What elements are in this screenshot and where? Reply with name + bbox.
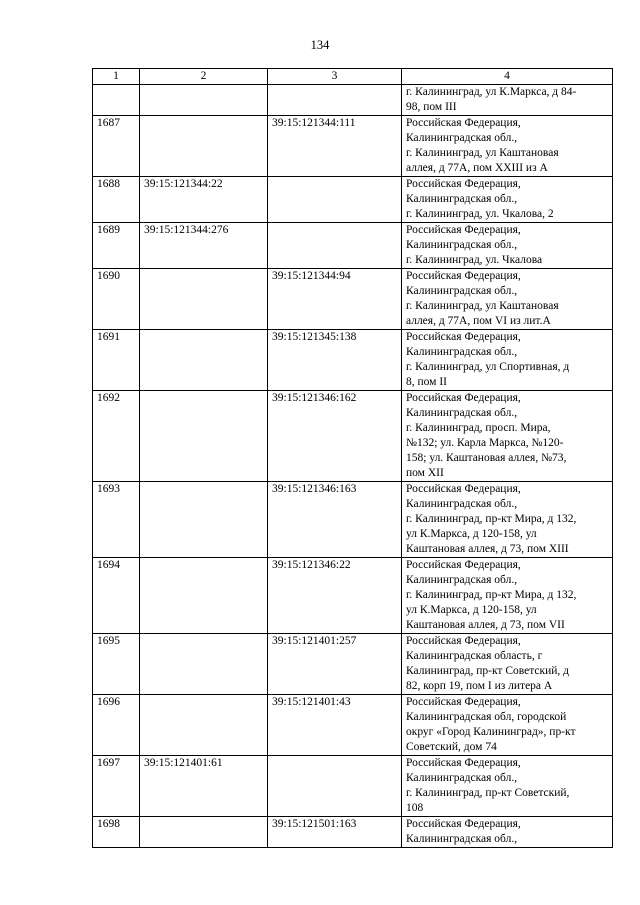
table-row: [93, 482, 613, 558]
parcel-number-cell: 39:15:121344:276: [140, 223, 268, 269]
parcel-number-cell: [140, 558, 268, 634]
row-number-cell: 1693: [93, 482, 140, 558]
row-number-cell: [93, 85, 140, 116]
address-cell: Российская Федерация, Калининградская обл., г. Калининград, ул Каштановая аллея, д 77А, пом VI из лит.А: [402, 269, 613, 330]
building-number-cell: 39:15:121401:43: [268, 695, 402, 756]
parcel-number-cell: [140, 817, 268, 848]
address-cell: Российская Федерация, Калининградская обл., г. Калининград, пр-кт Мира, д 132, ул К.Маркса, д 120-158, ул Каштановая аллея, д 73, пом XIII: [402, 482, 613, 558]
address-cell: г. Калининград, ул К.Маркса, д 84- 98, пом III: [402, 85, 613, 116]
address-cell: Российская Федерация, Калининградская обл., г. Калининград, пр-кт Советский, 108: [402, 756, 613, 817]
table-row: [93, 330, 613, 391]
building-number-cell: 39:15:121346:162: [268, 391, 402, 482]
parcel-number-cell: [140, 695, 268, 756]
parcel-number-cell: 39:15:121344:22: [140, 177, 268, 223]
parcel-number-cell: [140, 330, 268, 391]
parcel-number-cell: [140, 85, 268, 116]
address-cell: Российская Федерация, Калининградская обл., г. Калининград, ул Каштановая аллея, д 77А, пом XXIII из А: [402, 116, 613, 177]
page-number: 134: [310, 38, 330, 52]
registry-table: [92, 68, 613, 848]
building-number-cell: [268, 223, 402, 269]
table-row: [93, 223, 613, 269]
parcel-number-cell: 39:15:121401:61: [140, 756, 268, 817]
parcel-number-cell: [140, 391, 268, 482]
address-cell: Российская Федерация, Калининградская обл., г. Калининград, ул Спортивная, д 8, пом II: [402, 330, 613, 391]
column-header-1: 1: [93, 69, 140, 85]
address-cell: Российская Федерация, Калининградская обл.,: [402, 817, 613, 848]
table-row: [93, 116, 613, 177]
address-cell: Российская Федерация, Калининградская обл., г. Калининград, просп. Мира, №132; ул. Карла Маркса, №120- 158; ул. Каштановая аллея, №73, пом XII: [402, 391, 613, 482]
parcel-number-cell: [140, 634, 268, 695]
building-number-cell: 39:15:121501:163: [268, 817, 402, 848]
building-number-cell: [268, 85, 402, 116]
parcel-number-cell: [140, 116, 268, 177]
building-number-cell: [268, 177, 402, 223]
building-number-cell: 39:15:121344:94: [268, 269, 402, 330]
column-header-3: 3: [268, 69, 402, 85]
table-row: [93, 634, 613, 695]
table-header-row: [93, 69, 613, 85]
table-row: [93, 558, 613, 634]
address-cell: Российская Федерация, Калининградская обл., г. Калининград, ул. Чкалова, 2: [402, 177, 613, 223]
address-cell: Российская Федерация, Калининградская область, г Калининград, пр-кт Советский, д 82, корп 19, пом I из литера А: [402, 634, 613, 695]
row-number-cell: 1689: [93, 223, 140, 269]
address-cell: Российская Федерация, Калининградская обл, городской округ «Город Калининград», пр-кт Советский, дом 74: [402, 695, 613, 756]
row-number-cell: 1695: [93, 634, 140, 695]
building-number-cell: 39:15:121346:22: [268, 558, 402, 634]
row-number-cell: 1696: [93, 695, 140, 756]
table-row: [93, 756, 613, 817]
table-row: [93, 391, 613, 482]
parcel-number-cell: [140, 482, 268, 558]
row-number-cell: 1687: [93, 116, 140, 177]
row-number-cell: 1694: [93, 558, 140, 634]
column-header-4: 4: [402, 69, 613, 85]
table-row: [93, 817, 613, 848]
row-number-cell: 1692: [93, 391, 140, 482]
building-number-cell: [268, 756, 402, 817]
row-number-cell: 1698: [93, 817, 140, 848]
address-cell: Российская Федерация, Калининградская обл., г. Калининград, ул. Чкалова: [402, 223, 613, 269]
parcel-number-cell: [140, 269, 268, 330]
row-number-cell: 1688: [93, 177, 140, 223]
column-header-2: 2: [140, 69, 268, 85]
address-cell: Российская Федерация, Калининградская обл., г. Калининград, пр-кт Мира, д 132, ул К.Маркса, д 120-158, ул Каштановая аллея, д 73, пом VII: [402, 558, 613, 634]
table-row: [93, 269, 613, 330]
table-row: [93, 85, 613, 116]
building-number-cell: 39:15:121401:257: [268, 634, 402, 695]
building-number-cell: 39:15:121345:138: [268, 330, 402, 391]
row-number-cell: 1690: [93, 269, 140, 330]
building-number-cell: 39:15:121344:111: [268, 116, 402, 177]
row-number-cell: 1697: [93, 756, 140, 817]
building-number-cell: 39:15:121346:163: [268, 482, 402, 558]
table-row: [93, 695, 613, 756]
table-row: [93, 177, 613, 223]
row-number-cell: 1691: [93, 330, 140, 391]
